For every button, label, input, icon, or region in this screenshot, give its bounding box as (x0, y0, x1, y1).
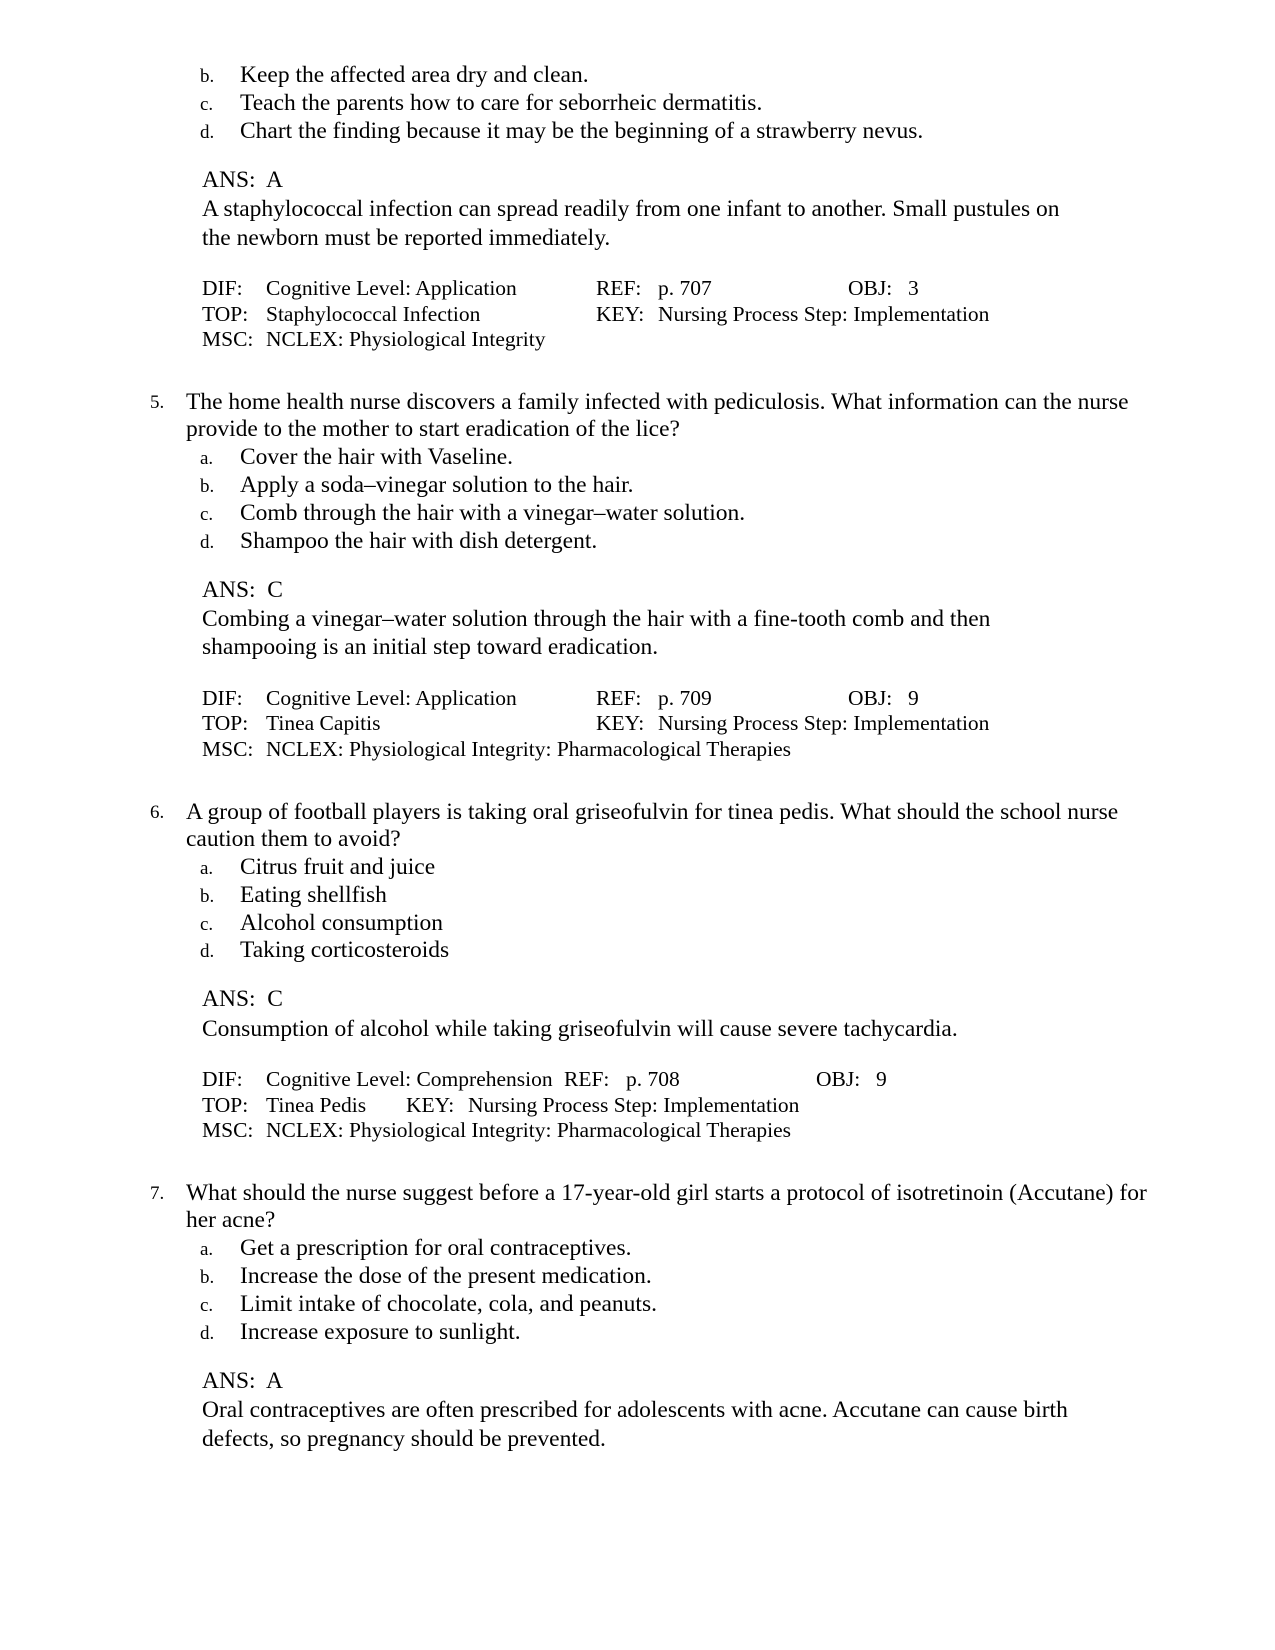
option-letter: c. (200, 93, 214, 115)
option-list (150, 444, 1155, 556)
top-value: Staphylococcal Infection (266, 301, 481, 326)
answer-block (150, 985, 1155, 1043)
top-label: TOP: (202, 1092, 249, 1117)
dif-label: DIF: (202, 276, 243, 301)
msc-label: MSC: (202, 327, 254, 352)
ans-label: ANS: (202, 166, 256, 193)
question-block-6 (150, 799, 1155, 1144)
option-letter: a. (200, 447, 214, 469)
ans-value: A (266, 1367, 283, 1394)
list-item (150, 528, 1155, 556)
list-item (150, 472, 1155, 500)
list-item (150, 444, 1155, 472)
question-text: The home health nurse discovers a family infected with pediculosis. What information can the nurse provide to the mother to start eradication of the lice? (186, 388, 1129, 443)
dif-label: DIF: (202, 685, 243, 710)
metadata-block (150, 276, 1155, 353)
list-item (150, 882, 1155, 910)
ans-value: C (267, 576, 283, 603)
list-item (150, 500, 1155, 528)
top-label: TOP: (202, 711, 249, 736)
top-value: Tinea Pedis (266, 1092, 367, 1117)
question-text: What should the nurse suggest before a 17-year-old girl starts a protocol of isotretinoin (Accutane) for her acne? (186, 1180, 1147, 1234)
msc-value: NCLEX: Physiological Integrity: Pharmacological Therapies (266, 737, 792, 762)
key-label: KEY: (406, 1092, 455, 1117)
key-label: KEY: (596, 711, 645, 736)
metadata-row-top (202, 302, 1155, 328)
option-text: Increase exposure to sunlight. (240, 1318, 521, 1345)
option-letter: a. (200, 857, 214, 879)
option-letter: b. (200, 66, 215, 87)
list-item (150, 937, 1155, 965)
msc-label: MSC: (202, 1118, 254, 1143)
option-text: Citrus fruit and juice (240, 853, 436, 880)
option-letter: d. (200, 531, 215, 553)
option-letter: d. (200, 121, 215, 143)
metadata-row-msc (202, 1118, 1155, 1144)
option-letter: d. (200, 941, 215, 963)
ref-value: p. 707 (658, 276, 712, 301)
obj-label: OBJ: (816, 1067, 861, 1092)
key-label: KEY: (596, 301, 645, 326)
ans-label: ANS: (202, 1367, 256, 1394)
option-text: Increase the dose of the present medication. (240, 1262, 652, 1289)
option-text: Teach the parents how to care for seborrheic dermatitis. (240, 89, 763, 116)
list-item (150, 118, 1155, 146)
option-letter: b. (200, 1266, 215, 1288)
answer-line (202, 166, 1155, 194)
ref-label: REF: (596, 685, 642, 710)
answer-block (150, 576, 1155, 662)
option-letter: c. (200, 913, 214, 935)
question-block-5 (150, 389, 1155, 763)
question-text: A group of football players is taking oral griseofulvin for tinea pedis. What should the school nurse caution them to avoid? (186, 798, 1119, 853)
option-text: Shampoo the hair with dish detergent. (240, 527, 598, 554)
dif-value: Cognitive Level: Comprehension (266, 1067, 553, 1092)
obj-label: OBJ: (848, 276, 893, 301)
obj-value: 3 (908, 276, 919, 301)
metadata-row-top (202, 711, 1155, 737)
list-item (150, 1263, 1155, 1291)
option-list (150, 854, 1155, 966)
metadata-row-msc (202, 327, 1155, 353)
ref-label: REF: (564, 1067, 610, 1092)
ans-value: A (266, 166, 283, 193)
option-letter: c. (200, 1294, 214, 1316)
metadata-block (150, 1067, 1155, 1144)
metadata-row-msc (202, 737, 1155, 763)
key-value: Nursing Process Step: Implementation (658, 301, 990, 326)
metadata-row-dif (202, 276, 1155, 302)
list-item (150, 1235, 1155, 1263)
question-number: 6. (150, 801, 165, 823)
question-number: 7. (150, 1183, 165, 1204)
option-text: Apply a soda–vinegar solution to the hair. (240, 471, 634, 498)
rationale-text: Combing a vinegar–water solution through the hair with a fine-tooth comb and then shampooing is an initial step toward eradication. (202, 606, 991, 661)
dif-value: Cognitive Level: Application (266, 685, 517, 710)
answer-block (150, 1367, 1155, 1453)
question-stem (150, 799, 1155, 854)
ans-label: ANS: (202, 576, 256, 603)
option-text: Taking corticosteroids (240, 937, 450, 964)
key-value: Nursing Process Step: Implementation (468, 1092, 800, 1117)
option-letter: b. (200, 475, 215, 497)
obj-value: 9 (876, 1067, 887, 1092)
option-letter: d. (200, 1322, 215, 1344)
ref-value: p. 709 (658, 685, 712, 710)
continued-option-list (150, 62, 1155, 146)
key-value: Nursing Process Step: Implementation (658, 711, 990, 736)
list-item (150, 90, 1155, 118)
msc-label: MSC: (202, 737, 254, 762)
ref-label: REF: (596, 276, 642, 301)
metadata-row-top (202, 1093, 1155, 1119)
question-stem (150, 1180, 1155, 1235)
option-letter: b. (200, 885, 215, 907)
list-item (150, 854, 1155, 882)
dif-label: DIF: (202, 1067, 243, 1092)
list-item (150, 1319, 1155, 1347)
answer-block (150, 166, 1155, 252)
option-text: Get a prescription for oral contraceptives. (240, 1234, 632, 1261)
option-text: Chart the finding because it may be the beginning of a strawberry nevus. (240, 117, 924, 144)
option-list (150, 1235, 1155, 1347)
option-letter: c. (200, 503, 214, 525)
msc-value: NCLEX: Physiological Integrity (266, 327, 546, 352)
dif-value: Cognitive Level: Application (266, 276, 517, 301)
answer-line (202, 576, 1155, 604)
ref-value: p. 708 (626, 1067, 680, 1092)
metadata-row-dif (202, 686, 1155, 712)
question-number: 5. (150, 391, 165, 413)
option-text: Keep the affected area dry and clean. (240, 62, 589, 88)
option-letter: a. (200, 1238, 214, 1260)
rationale-text: Oral contraceptives are often prescribed for adolescents with acne. Accutane can cause birth defects, so pregnancy should be prevented. (202, 1397, 1068, 1452)
option-text: Cover the hair with Vaseline. (240, 443, 514, 470)
metadata-block (150, 686, 1155, 763)
obj-label: OBJ: (848, 685, 893, 710)
obj-value: 9 (908, 685, 919, 710)
answer-line (202, 985, 1155, 1013)
question-block-7 (150, 1180, 1155, 1453)
top-value: Tinea Capitis (266, 711, 381, 736)
list-item (150, 1291, 1155, 1319)
option-text: Comb through the hair with a vinegar–water solution. (240, 499, 746, 526)
top-label: TOP: (202, 301, 249, 326)
question-stem (150, 389, 1155, 444)
metadata-row-dif (202, 1067, 1155, 1093)
rationale-text: Consumption of alcohol while taking griseofulvin will cause severe tachycardia. (202, 1015, 958, 1042)
option-text: Eating shellfish (240, 881, 387, 908)
option-text: Alcohol consumption (240, 909, 443, 936)
ans-label: ANS: (202, 986, 256, 1013)
msc-value: NCLEX: Physiological Integrity: Pharmacological Therapies (266, 1118, 792, 1143)
option-text: Limit intake of chocolate, cola, and peanuts. (240, 1290, 657, 1317)
list-item (150, 910, 1155, 938)
rationale-text: A staphylococcal infection can spread readily from one infant to another. Small pustules on the newborn must be reported immediately. (202, 196, 1060, 251)
answer-line (202, 1367, 1155, 1395)
list-item (150, 62, 1155, 90)
ans-value: C (267, 986, 283, 1013)
